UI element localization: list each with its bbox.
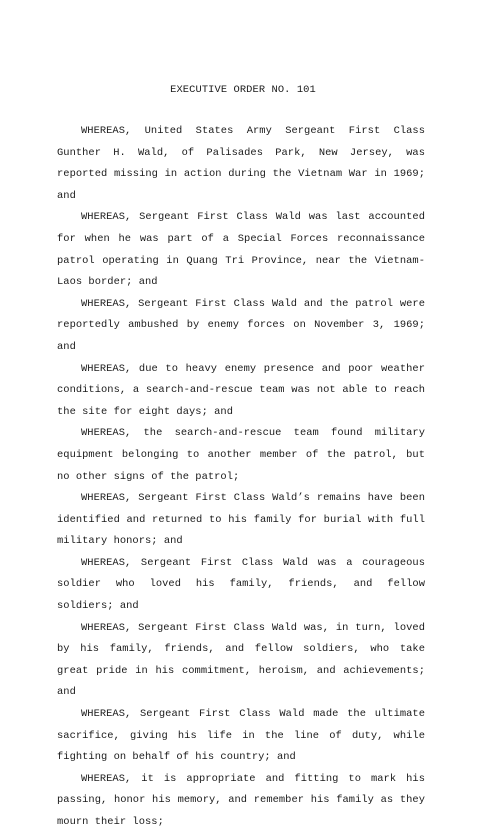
whereas-paragraph-2: WHEREAS, Sergeant First Class Wald was last accounted for when he was part of a Special Forces reconnaissance patrol operating in Quang Tri Province, near the Vietnam-Laos border; and [57,211,425,289]
whereas-paragraph-10: WHEREAS, it is appropriate and fitting to mark his passing, honor his memory, and remember his family as they mourn their loss; [57,772,425,828]
whereas-paragraph-4: WHEREAS, due to heavy enemy presence and poor weather conditions, a search-and-rescue team was not able to reach the site for eight days; and [57,362,425,418]
document-body [57,121,425,834]
whereas-paragraph-9: WHEREAS, Sergeant First Class Wald made the ultimate sacrifice, giving his life in the line of duty, while fighting on behalf of his country; and [57,708,425,764]
whereas-paragraph-7: WHEREAS, Sergeant First Class Wald was a courageous soldier who loved his family, friends, and fellow soldiers; and [57,556,425,613]
whereas-paragraph-8: WHEREAS, Sergeant First Class Wald was, in turn, loved by his family, friends, and fellow soldiers, who take great pride in his commitment, heroism, and achievements; and [57,621,425,699]
whereas-paragraph-6: WHEREAS, Sergeant First Class Wald’s remains have been identified and returned to his family for burial with full military honors; and [57,492,425,548]
whereas-paragraph-1: WHEREAS, United States Army Sergeant First Class Gunther H. Wald, of Palisades Park, New Jersey, was reported missing in action during the Vietnam War in 1969; and [57,125,425,202]
whereas-paragraph-5: WHEREAS, the search-and-rescue team found military equipment belonging to another member of the patrol, but no other signs of the patrol; [57,427,425,483]
document-title: EXECUTIVE ORDER NO. 101 [170,84,316,96]
whereas-paragraph-3: WHEREAS, Sergeant First Class Wald and the patrol were reportedly ambushed by enemy forces on November 3, 1969; and [57,297,425,353]
